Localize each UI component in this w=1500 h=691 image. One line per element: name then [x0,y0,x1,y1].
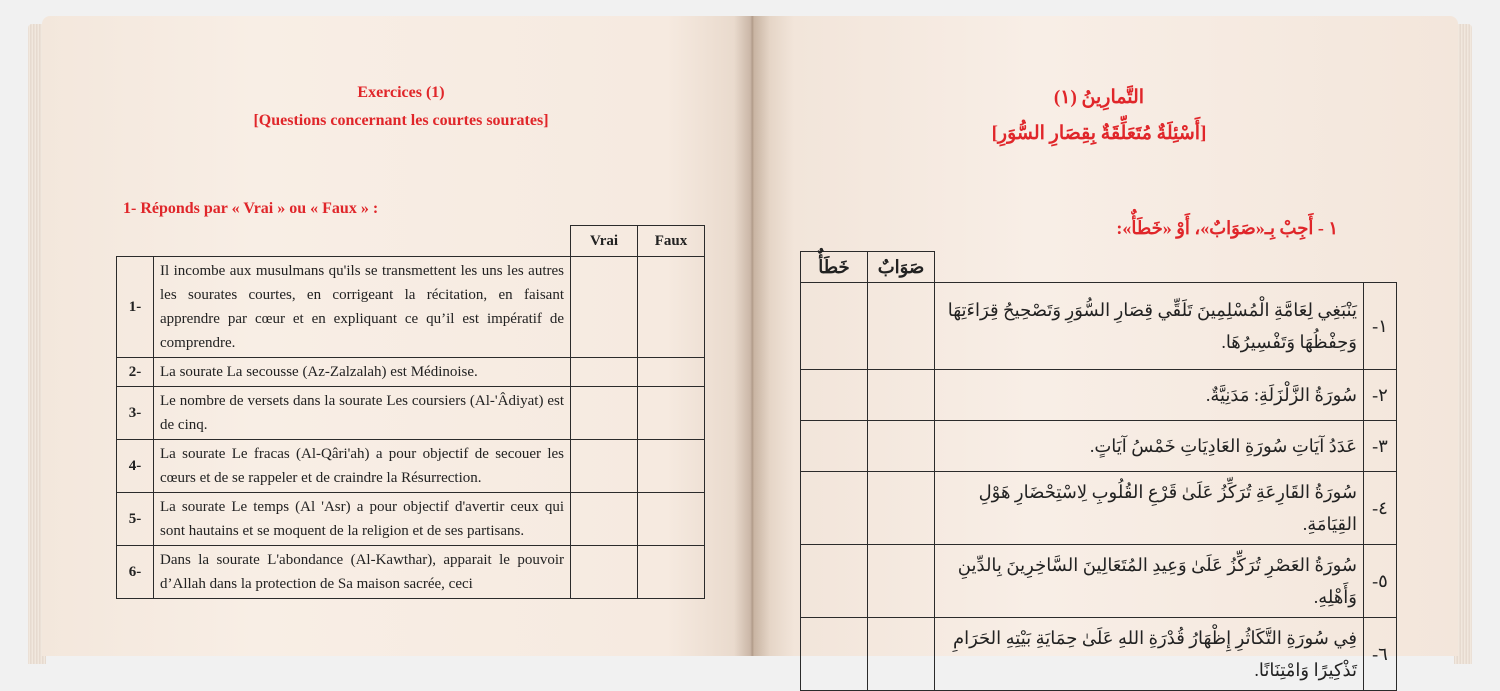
row-number: ١- [1364,283,1397,370]
row-statement: La sourate Le temps (Al 'Asr) a pour objectif d'avertir ceux qui sont hautains et se moquent de la religion et de ses partisans. [154,493,571,546]
answer-false-cell[interactable] [801,370,868,421]
answer-true-cell[interactable] [571,440,638,493]
table-row [117,493,705,546]
table-row [801,370,1397,421]
row-number: 1- [117,257,154,358]
book-spine-gutter [734,16,770,656]
answer-false-cell[interactable] [801,618,868,691]
row-number: ٥- [1364,545,1397,618]
answer-false-cell[interactable] [638,257,705,358]
answer-false-cell[interactable] [801,283,868,370]
table-row [801,545,1397,618]
open-book [28,16,1472,680]
answer-false-cell[interactable] [638,387,705,440]
row-statement: Il incombe aux musulmans qu'ils se transmettent les uns les autres les sourates courtes, en corrigeant la récitation, en faisant apprendre par cœur et en expliquant ce qu’il est impératif de comprendre. [154,257,571,358]
left-page [42,16,752,656]
answer-true-cell[interactable] [571,257,638,358]
table-row [801,421,1397,472]
row-statement: سُورَةُ القَارِعَةِ تُرَكِّزُ عَلَىٰ قَرْعِ القُلُوبِ لِاسْتِحْضَارِ هَوْلِ القِيَامَةِ. [935,472,1364,545]
row-statement: سُورَةُ العَصْرِ تُرَكِّزُ عَلَىٰ وَعِيدِ المُتَعَالِينَ السَّاخِرِينَ بِالدِّينِ وَأَهْلِهِ. [935,545,1364,618]
table-row [801,283,1397,370]
table-row [801,618,1397,691]
answer-true-cell[interactable] [571,493,638,546]
answer-false-cell[interactable] [801,472,868,545]
row-number: ٦- [1364,618,1397,691]
page-title: Exercices (1) [357,84,445,101]
row-number: ٢- [1364,370,1397,421]
true-false-table-arabic [800,251,1397,691]
right-page [752,16,1458,680]
row-number: 4- [117,440,154,493]
answer-true-cell[interactable] [571,358,638,387]
page-subtitle: [Questions concernant les courtes sourates] [253,112,549,129]
answer-true-cell[interactable] [868,370,935,421]
row-statement: La sourate La secousse (Az-Zalzalah) est Médinoise. [154,358,571,387]
exercise-instruction: 1- Réponds par « Vrai » ou « Faux » : [123,200,379,217]
answer-true-cell[interactable] [868,618,935,691]
row-number: ٤- [1364,472,1397,545]
answer-false-cell[interactable] [638,493,705,546]
row-statement: فِي سُورَةِ التَّكَاثُرِ إِظْهَارُ قُدْرَةِ اللهِ عَلَىٰ حِمَايَةِ بَيْتِهِ الحَرَامِ تَذْكِيرًا وَامْتِنَانًا. [935,618,1364,691]
row-statement: Le nombre de versets dans la sourate Les coursiers (Al-'Âdiyat) est de cinq. [154,387,571,440]
answer-true-cell[interactable] [571,546,638,599]
answer-true-cell[interactable] [868,283,935,370]
answer-false-cell[interactable] [638,546,705,599]
table-row [117,358,705,387]
row-statement: La sourate Le fracas (Al-Qâri'ah) a pour objectif de secouer les cœurs et de se rappeler et de craindre la Résurrection. [154,440,571,493]
answer-true-cell[interactable] [868,421,935,472]
row-number: 5- [117,493,154,546]
row-number: 3- [117,387,154,440]
table-row [117,387,705,440]
row-number: ٣- [1364,421,1397,472]
table-row [117,546,705,599]
table-row [117,257,705,358]
column-header-true: صَوَابٌ [868,252,935,283]
answer-false-cell[interactable] [801,545,868,618]
answer-false-cell[interactable] [638,358,705,387]
row-statement: يَنْبَغِي لِعَامَّةِ الْمُسْلِمِينَ تَلَقِّي قِصَارِ السُّوَرِ وَتَصْحِيحُ قِرَاءَتِهَا وَحِفْظُهَا وَتَفْسِيرُهَا. [935,283,1364,370]
row-number: 2- [117,358,154,387]
row-statement: عَدَدُ آيَاتِ سُورَةِ العَادِيَاتِ خَمْسُ آيَاتٍ. [935,421,1364,472]
row-statement: Dans la sourate L'abondance (Al-Kawthar), apparait le pouvoir d’Allah dans la protection de Sa maison sacrée, ceci [154,546,571,599]
column-header-false: خَطَأٌ [801,252,868,283]
answer-true-cell[interactable] [868,472,935,545]
column-header-true: Vrai [571,226,638,257]
row-statement: سُورَةُ الزَّلْزَلَةِ: مَدَنِيَّةٌ. [935,370,1364,421]
page-subtitle-arabic: [أَسْئِلَةٌ مُتَعَلِّقَةٌ بِقِصَارِ السُّوَرِ] [991,123,1207,144]
row-number: 6- [117,546,154,599]
column-header-false: Faux [638,226,705,257]
table-row [801,472,1397,545]
true-false-table [116,225,705,599]
answer-false-cell[interactable] [801,421,868,472]
exercise-instruction-arabic: ١ - أَجِبْ بِـ«صَوَابٌ»، أَوْ «خَطَأٌ»: [1116,218,1338,238]
answer-true-cell[interactable] [868,545,935,618]
table-row [117,440,705,493]
page-title-arabic: التَّمارِينُ (١) [1053,87,1145,108]
answer-true-cell[interactable] [571,387,638,440]
answer-false-cell[interactable] [638,440,705,493]
